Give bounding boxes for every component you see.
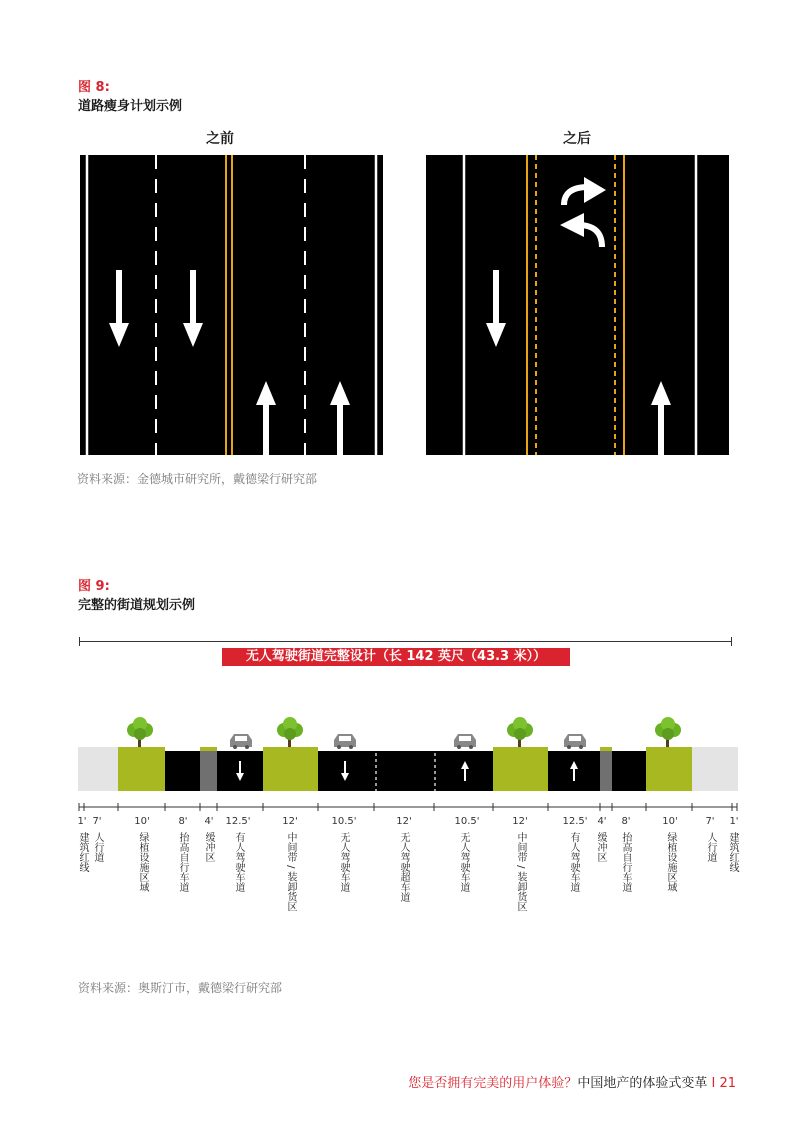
- tree-icon: [127, 717, 153, 747]
- dim-label: 7': [92, 816, 102, 827]
- zone-label: 建筑红线: [727, 832, 738, 872]
- auto-lane-right: [434, 751, 493, 791]
- zone-label: 人行道: [705, 832, 716, 862]
- buffer-right: [600, 751, 612, 791]
- dim-label: 10.5': [331, 816, 357, 827]
- zone-label: 中间带 / 装卸货区: [285, 832, 296, 912]
- figure9-title: 完整的街道规划示例: [78, 598, 196, 613]
- zone-label: 建筑红线: [77, 832, 88, 872]
- road-surface: [426, 155, 729, 455]
- dim-label: 8': [178, 816, 188, 827]
- green-zone-left: [118, 747, 165, 791]
- zone-label: 抬高自行车道: [620, 832, 631, 892]
- sidewalk-right: [692, 747, 738, 791]
- buffer-left-top: [200, 747, 217, 751]
- dim-label: 10': [662, 816, 678, 827]
- dim-label: 8': [621, 816, 631, 827]
- sidewalk-left: [78, 747, 118, 791]
- zone-label: 抬高自行车道: [177, 832, 188, 892]
- car-icon: [230, 734, 252, 749]
- before-road-diagram: [80, 155, 383, 455]
- car-icon: [334, 734, 356, 749]
- dim-label: 12': [396, 816, 412, 827]
- figure8-source: 资料来源：金德城市研究所，戴德梁行研究部: [77, 472, 318, 486]
- page-footer: [408, 1072, 736, 1091]
- green-zone-right: [646, 747, 692, 791]
- street-cross-section: [78, 715, 738, 815]
- footer-text: 中国地产的体验式变革: [577, 1076, 708, 1091]
- total-width-tick-left: [79, 637, 80, 646]
- zone-label: 绿植设施区域: [137, 832, 148, 892]
- after-road-diagram: [426, 155, 729, 455]
- zone-label: 有人驾驶车道: [568, 832, 579, 892]
- dim-label: 12': [512, 816, 528, 827]
- before-label: 之前: [206, 131, 234, 147]
- tree-icon: [277, 717, 303, 747]
- zone-label: 无人驾驶车道: [458, 832, 469, 892]
- figure8-title: 道路瘦身计划示例: [78, 99, 183, 114]
- dim-label: 10': [134, 816, 150, 827]
- car-icon: [454, 734, 476, 749]
- buffer-right-top: [600, 747, 612, 751]
- zone-label: 中间带 / 装卸货区: [515, 832, 526, 912]
- dim-label: 12.5': [225, 816, 251, 827]
- street-width-banner: 无人驾驶街道完整设计（长 142 英尺（43.3 米））: [222, 648, 570, 666]
- total-width-line: [79, 641, 732, 642]
- dim-label: 7': [705, 816, 715, 827]
- zone-label: 无人驾驶车道: [338, 832, 349, 892]
- car-icon: [564, 734, 586, 749]
- page-number: 21: [719, 1076, 736, 1091]
- zone-label: 人行道: [92, 832, 103, 862]
- figure9-number: 图 9:: [78, 579, 110, 594]
- footer-red-text: 您是否拥有完美的用户体验？: [408, 1076, 578, 1091]
- footer-separator: I: [711, 1076, 716, 1091]
- zone-label: 缓冲区: [595, 832, 606, 862]
- dim-label: 4': [597, 816, 607, 827]
- zone-label: 无人驾驶超车道: [398, 832, 409, 902]
- figure8-number: 图 8:: [78, 80, 110, 95]
- dim-label: 12': [282, 816, 298, 827]
- tree-icon: [507, 717, 533, 747]
- dim-label: 12.5': [562, 816, 588, 827]
- bike-lane-left: [165, 751, 200, 791]
- bike-lane-right: [612, 751, 646, 791]
- after-label: 之后: [563, 131, 591, 147]
- zone-label: 缓冲区: [203, 832, 214, 862]
- dim-label: 10.5': [454, 816, 480, 827]
- tree-icon: [655, 717, 681, 747]
- zone-label: 绿植设施区域: [665, 832, 676, 892]
- passing-lane: [374, 751, 434, 791]
- zone-label: 有人驾驶车道: [233, 832, 244, 892]
- median-left: [263, 747, 318, 791]
- dim-label: 4': [204, 816, 214, 827]
- median-right: [493, 747, 548, 791]
- dim-label: 1': [77, 816, 87, 827]
- dim-label: 1': [729, 816, 739, 827]
- total-width-tick-right: [731, 637, 732, 646]
- buffer-left: [200, 751, 217, 791]
- figure9-source: 资料来源：奥斯汀市，戴德梁行研究部: [78, 981, 283, 995]
